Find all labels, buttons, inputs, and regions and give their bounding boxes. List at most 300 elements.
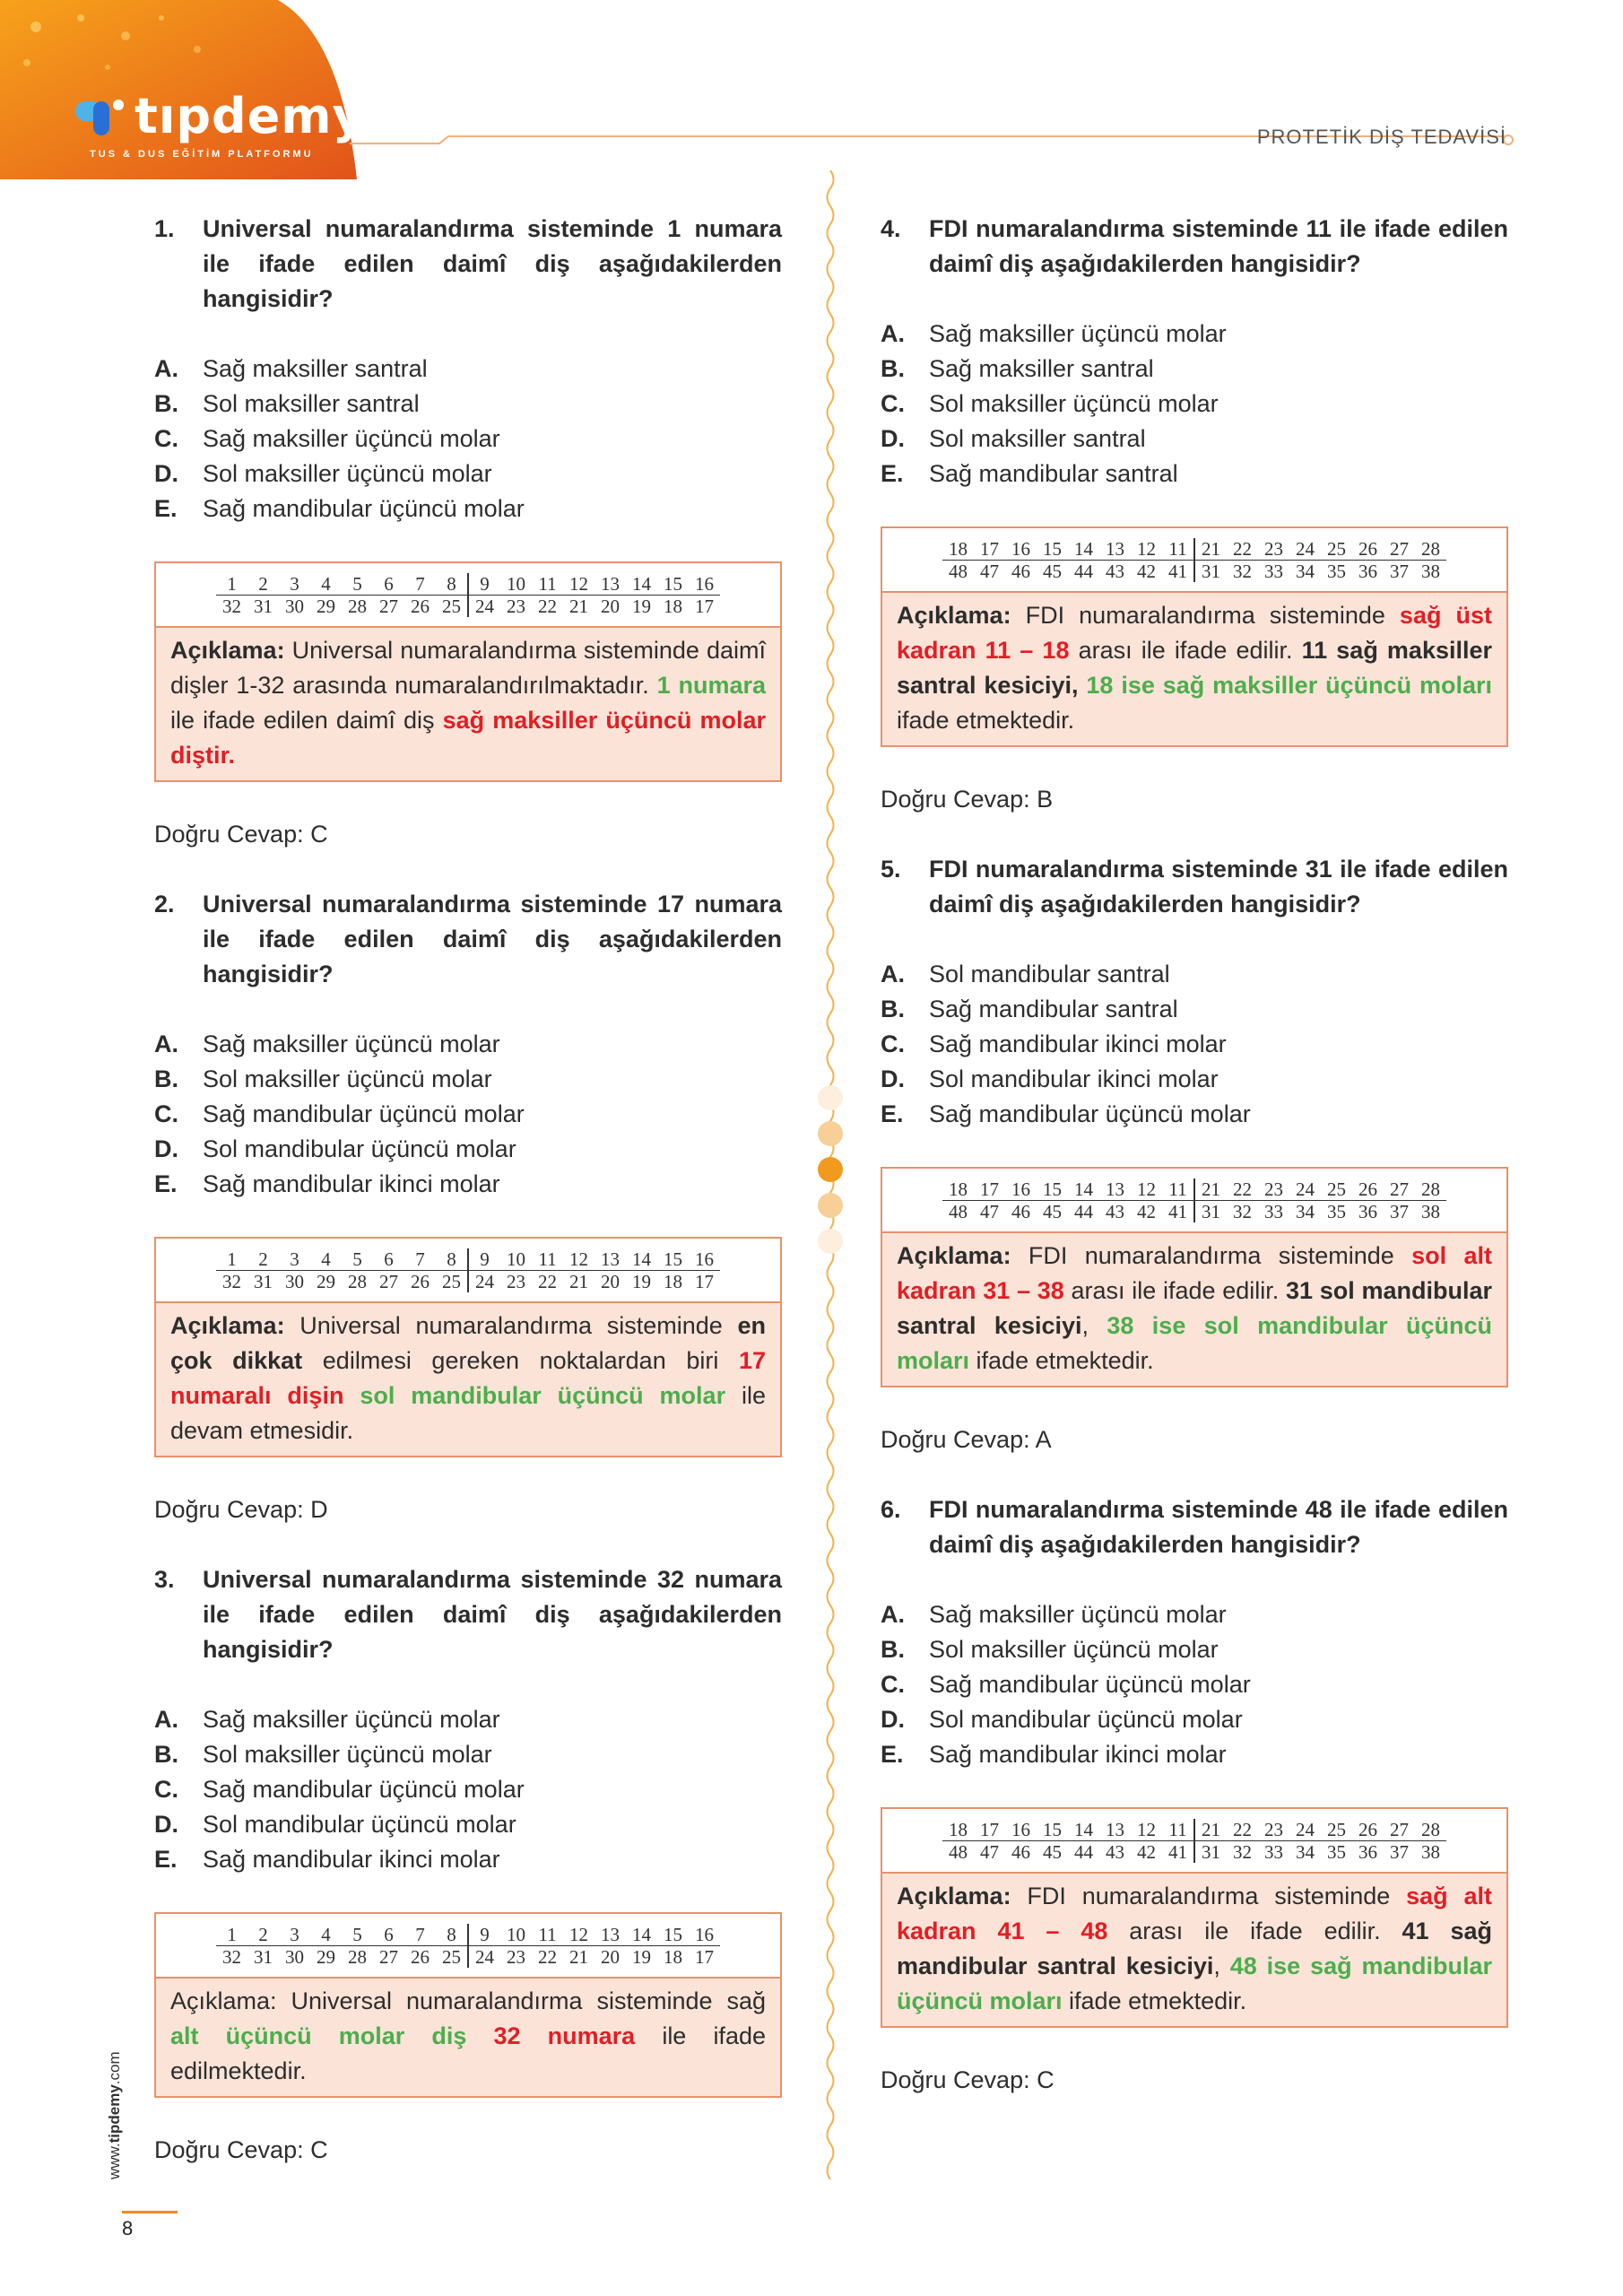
tooth-number: 10 (507, 572, 525, 595)
option-d[interactable] (881, 1702, 1508, 1737)
tooth-number: 19 (632, 1270, 651, 1292)
left-column (154, 212, 782, 2168)
options (154, 352, 782, 526)
tooth-number: 14 (1074, 1178, 1093, 1200)
tooth-number: 35 (1327, 1200, 1346, 1222)
tooth-number: 11 (1168, 1818, 1187, 1840)
tooth-number: 45 (1043, 560, 1062, 582)
option-text: Sağ maksiller santral (929, 355, 1154, 382)
tooth-chart (882, 1809, 1506, 1874)
option-d[interactable] (154, 1807, 782, 1842)
tooth-number: 20 (601, 1270, 620, 1292)
explanation-text: Açıklama: FDI numaralandırma sisteminde sağ üst kadran 11 – 18 arası ile ifade edilir. 11 sağ maksiller santral kesiciyi, 18 ise sağ maksiller üçüncü moları ifade etmektedir. (882, 593, 1506, 745)
tooth-chart-row-bottom (942, 1201, 1446, 1222)
tooth-chart-row-bottom (942, 1841, 1446, 1863)
tooth-number: 22 (1233, 1178, 1252, 1200)
tooth-chart-row-bottom (216, 596, 720, 617)
tooth-number: 18 (664, 1945, 682, 1968)
tooth-number: 25 (1327, 537, 1346, 560)
option-b[interactable] (154, 387, 782, 422)
tooth-number: 23 (1264, 1818, 1283, 1840)
tooth-number: 24 (1296, 1178, 1315, 1200)
option-letter: A. (154, 1706, 178, 1733)
tooth-number: 17 (695, 1270, 714, 1292)
option-letter: D. (154, 460, 178, 487)
correct-answer: Doğru Cevap: D (154, 1496, 328, 1523)
dot (818, 1229, 843, 1254)
question-number: 1. (154, 215, 175, 242)
option-a[interactable] (881, 1597, 1508, 1632)
option-text: Sağ maksiller üçüncü molar (203, 425, 500, 452)
tooth-number: 27 (1390, 1818, 1409, 1840)
tooth-number: 24 (1296, 1818, 1315, 1840)
tooth-number: 17 (980, 1178, 999, 1200)
tooth-number: 9 (467, 573, 500, 595)
question-2 (154, 887, 782, 1527)
tooth-number: 47 (980, 1200, 999, 1222)
tooth-number: 25 (442, 595, 461, 617)
tooth-number: 25 (442, 1945, 461, 1968)
question-text: FDI numaralandırma sisteminde 48 ile ifade edilen daimî diş aşağıdakilerden hangisidir? (929, 1496, 1508, 1558)
tooth-number: 32 (1233, 1840, 1252, 1863)
tooth-number: 36 (1358, 1840, 1377, 1863)
tooth-number: 20 (601, 595, 620, 617)
tooth-number: 5 (352, 1248, 362, 1270)
tooth-number: 41 (1168, 1840, 1187, 1863)
tooth-number: 42 (1137, 560, 1156, 582)
tooth-number: 1 (227, 1248, 237, 1270)
option-text: Sağ maksiller üçüncü molar (203, 1706, 500, 1733)
tooth-number: 21 (1193, 1178, 1227, 1200)
dot (818, 1193, 843, 1218)
tooth-number: 8 (447, 1248, 456, 1270)
page-number-rule (122, 2211, 178, 2213)
tooth-number: 28 (348, 1945, 367, 1968)
tooth-number: 33 (1264, 1840, 1283, 1863)
option-e[interactable] (881, 1097, 1508, 1132)
tooth-number: 14 (1074, 537, 1093, 560)
tooth-chart-row-top (942, 538, 1446, 561)
question-4 (881, 212, 1508, 817)
explanation-text: Açıklama: Universal numaralandırma sisteminde en çok dikkat edilmesi gereken noktalardan biri 17 numaralı dişin sol mandibular üçüncü molar ile devam etmesidir. (156, 1303, 780, 1456)
option-letter: B. (881, 1636, 905, 1663)
option-text: Sol mandibular üçüncü molar (929, 1706, 1243, 1733)
dot (818, 1085, 843, 1110)
tooth-number: 4 (321, 572, 331, 595)
tooth-number: 4 (321, 1248, 331, 1270)
tooth-number: 44 (1074, 1840, 1093, 1863)
explanation-box (154, 561, 782, 782)
tooth-number: 24 (467, 1271, 500, 1292)
tooth-number: 23 (507, 595, 525, 617)
option-b[interactable] (881, 992, 1508, 1027)
correct-answer: Doğru Cevap: C (154, 2136, 328, 2163)
option-d[interactable] (154, 1132, 782, 1167)
tooth-number: 23 (507, 1270, 525, 1292)
tooth-chart-row-bottom (216, 1271, 720, 1292)
option-d[interactable] (154, 457, 782, 491)
tooth-chart-row-top (216, 1248, 720, 1271)
tooth-number: 38 (1421, 560, 1440, 582)
tooth-number: 3 (290, 1248, 299, 1270)
explanation-box (881, 526, 1508, 747)
tooth-number: 8 (447, 1923, 456, 1945)
option-b[interactable] (881, 1632, 1508, 1667)
tooth-number: 42 (1137, 1200, 1156, 1222)
option-e[interactable] (154, 1167, 782, 1202)
option-letter: D. (881, 425, 905, 452)
tooth-number: 22 (1233, 1818, 1252, 1840)
tooth-number: 47 (980, 1840, 999, 1863)
tooth-number: 38 (1421, 1200, 1440, 1222)
tooth-number: 34 (1296, 1200, 1315, 1222)
option-text: Sol mandibular üçüncü molar (203, 1811, 516, 1838)
option-text: Sağ mandibular üçüncü molar (203, 1100, 525, 1127)
logo-icon (75, 94, 126, 139)
tooth-number: 15 (1043, 537, 1062, 560)
tooth-number: 15 (664, 1923, 682, 1945)
option-letter: D. (881, 1065, 905, 1092)
question-3 (154, 1562, 782, 2168)
tooth-number: 7 (415, 572, 425, 595)
option-text: Sağ mandibular üçüncü molar (203, 495, 525, 522)
option-text: Sağ mandibular ikinci molar (203, 1846, 500, 1873)
logo-subtitle: TUS & DUS EĞİTİM PLATFORMU (90, 149, 314, 160)
options (881, 317, 1508, 491)
tooth-number: 10 (507, 1923, 525, 1945)
tooth-number: 37 (1390, 560, 1409, 582)
option-b[interactable] (881, 352, 1508, 387)
tooth-chart-row-top (216, 573, 720, 596)
option-text: Sağ mandibular üçüncü molar (929, 1100, 1251, 1127)
tooth-number: 25 (442, 1270, 461, 1292)
question-number: 4. (881, 215, 901, 242)
option-letter: A. (881, 320, 905, 347)
option-b[interactable] (154, 1062, 782, 1097)
tooth-number: 36 (1358, 1200, 1377, 1222)
tooth-number: 46 (1011, 1840, 1030, 1863)
option-text: Sol maksiller üçüncü molar (929, 390, 1219, 417)
correct-answer: Doğru Cevap: C (881, 2066, 1055, 2093)
option-c[interactable] (881, 1027, 1508, 1062)
tooth-number: 13 (1106, 1178, 1124, 1200)
option-c[interactable] (881, 387, 1508, 422)
logo-wordmark: tıpdemy (135, 88, 365, 144)
tooth-number: 32 (1233, 1200, 1252, 1222)
tooth-number: 12 (569, 1248, 588, 1270)
tooth-number: 41 (1168, 1200, 1187, 1222)
option-b[interactable] (154, 1737, 782, 1772)
tooth-number: 44 (1074, 560, 1093, 582)
option-text: Sol maksiller üçüncü molar (929, 1636, 1219, 1663)
tooth-number: 6 (384, 572, 394, 595)
explanation-box (881, 1807, 1508, 2028)
tooth-number: 32 (222, 595, 241, 617)
question-text: FDI numaralandırma sisteminde 31 ile ifade edilen daimî diş aşağıdakilerden hangisidir? (929, 856, 1508, 918)
tooth-number: 9 (467, 1924, 500, 1945)
tooth-number: 27 (379, 1270, 398, 1292)
tooth-number: 14 (632, 1923, 651, 1945)
option-c[interactable] (154, 422, 782, 457)
option-letter: C. (154, 425, 178, 452)
tooth-chart-row-top (942, 1178, 1446, 1201)
option-e[interactable] (881, 1737, 1508, 1772)
question-6 (881, 1492, 1508, 2098)
explanation-text: Açıklama: FDI numaralandırma sisteminde sol alt kadran 31 – 38 arası ile ifade edilir. 31 sol mandibular santral kesiciyi, 38 ise sol mandibular üçüncü moları ifade etmektedir. (882, 1233, 1506, 1386)
tooth-number: 11 (1168, 537, 1187, 560)
option-a[interactable] (881, 317, 1508, 352)
url-prefix: www. (106, 2143, 123, 2179)
tooth-number: 12 (569, 572, 588, 595)
section-title: PROTETİK DİŞ TEDAVİSİ (1256, 126, 1506, 148)
tooth-chart-row-top (216, 1924, 720, 1946)
tooth-number: 46 (1011, 1200, 1030, 1222)
tooth-number: 16 (695, 1248, 714, 1270)
tooth-number: 31 (1193, 1841, 1227, 1863)
tooth-number: 27 (379, 1945, 398, 1968)
correct-answer: Doğru Cevap: C (154, 821, 328, 848)
tooth-number: 6 (384, 1248, 394, 1270)
tooth-number: 3 (290, 1923, 299, 1945)
tooth-number: 12 (1137, 1818, 1156, 1840)
tooth-number: 23 (1264, 1178, 1283, 1200)
tooth-number: 18 (949, 537, 968, 560)
option-text: Sol maksiller santral (929, 425, 1146, 452)
option-text: Sol mandibular üçüncü molar (203, 1135, 516, 1162)
right-column (881, 212, 1508, 2098)
tooth-number: 26 (1358, 1818, 1377, 1840)
tooth-number: 28 (1421, 1818, 1440, 1840)
tooth-number: 14 (632, 572, 651, 595)
tooth-number: 34 (1296, 1840, 1315, 1863)
option-text: Sağ mandibular ikinci molar (929, 1741, 1227, 1768)
option-a[interactable] (154, 1702, 782, 1737)
tooth-number: 17 (695, 1945, 714, 1968)
tooth-number: 37 (1390, 1200, 1409, 1222)
tooth-number: 11 (538, 1248, 557, 1270)
tooth-number: 37 (1390, 1840, 1409, 1863)
tooth-number: 32 (222, 1270, 241, 1292)
tooth-number: 45 (1043, 1200, 1062, 1222)
tooth-number: 15 (664, 572, 682, 595)
tooth-number: 45 (1043, 1840, 1062, 1863)
tooth-number: 1 (227, 572, 237, 595)
tooth-number: 21 (569, 1270, 588, 1292)
tooth-number: 8 (447, 572, 456, 595)
tipdemy-logo (75, 88, 365, 144)
option-text: Sağ mandibular üçüncü molar (929, 1671, 1251, 1698)
option-letter: B. (154, 1065, 178, 1092)
tooth-number: 30 (285, 1270, 304, 1292)
tooth-number: 21 (1193, 538, 1227, 560)
option-e[interactable] (154, 1842, 782, 1877)
question-text: Universal numaralandırma sisteminde 1 numara ile ifade edilen daimî diş aşağıdakilerden hangisidir? (203, 215, 782, 312)
tooth-number: 25 (1327, 1818, 1346, 1840)
option-letter: E. (154, 495, 178, 522)
tooth-number: 34 (1296, 560, 1315, 582)
option-letter: B. (154, 390, 178, 417)
tooth-number: 13 (601, 1923, 620, 1945)
option-letter: E. (881, 460, 904, 487)
tooth-number: 42 (1137, 1840, 1156, 1863)
tooth-chart (156, 563, 780, 628)
explanation-text: Açıklama: Universal numaralandırma sisteminde sağ alt üçüncü molar diş 32 numara ile ifade edilmektedir. (156, 1979, 780, 2096)
option-text: Sağ maksiller santral (203, 355, 428, 382)
option-letter: C. (154, 1100, 178, 1127)
tooth-number: 27 (1390, 1178, 1409, 1200)
tooth-number: 28 (1421, 1178, 1440, 1200)
option-text: Sol maksiller üçüncü molar (203, 460, 492, 487)
tooth-number: 11 (1168, 1178, 1187, 1200)
option-c[interactable] (881, 1667, 1508, 1702)
tooth-number: 13 (601, 572, 620, 595)
tooth-number: 17 (695, 595, 714, 617)
tooth-number: 31 (254, 1945, 273, 1968)
tooth-number: 28 (348, 595, 367, 617)
option-text: Sağ mandibular ikinci molar (203, 1170, 500, 1197)
option-letter: C. (881, 390, 905, 417)
question-text: Universal numaralandırma sisteminde 17 numara ile ifade edilen daimî diş aşağıdakilerden hangisidir? (203, 891, 782, 987)
tooth-number: 46 (1011, 560, 1030, 582)
tooth-number: 29 (317, 1945, 335, 1968)
tooth-number: 1 (227, 1923, 237, 1945)
tooth-number: 26 (1358, 537, 1377, 560)
tooth-number: 5 (352, 572, 362, 595)
tooth-number: 30 (285, 595, 304, 617)
tooth-number: 44 (1074, 1200, 1093, 1222)
tooth-number: 21 (569, 1945, 588, 1968)
tooth-number: 23 (507, 1945, 525, 1968)
option-letter: A. (881, 961, 905, 987)
tooth-number: 24 (1296, 537, 1315, 560)
tooth-number: 12 (1137, 537, 1156, 560)
option-e[interactable] (881, 457, 1508, 491)
tooth-number: 2 (258, 1248, 268, 1270)
option-e[interactable] (154, 491, 782, 526)
options (881, 957, 1508, 1132)
option-letter: D. (154, 1811, 178, 1838)
tooth-number: 19 (632, 1945, 651, 1968)
option-d[interactable] (881, 422, 1508, 457)
tooth-number: 26 (411, 1270, 430, 1292)
option-text: Sol maksiller üçüncü molar (203, 1741, 492, 1768)
option-letter: B. (881, 996, 905, 1022)
tooth-number: 32 (1233, 560, 1252, 582)
divider-dots (818, 1085, 843, 1265)
website-url[interactable] (106, 2051, 124, 2179)
tooth-number: 7 (415, 1923, 425, 1945)
tooth-number: 12 (1137, 1178, 1156, 1200)
tooth-number: 22 (538, 1270, 557, 1292)
option-letter: B. (154, 1741, 178, 1768)
option-text: Sağ maksiller üçüncü molar (929, 1601, 1227, 1628)
option-text: Sol maksiller santral (203, 390, 420, 417)
tooth-number: 11 (538, 572, 557, 595)
option-letter: E. (881, 1100, 904, 1127)
option-letter: A. (881, 1601, 905, 1628)
tooth-chart (882, 528, 1506, 593)
tooth-number: 27 (379, 595, 398, 617)
tooth-number: 17 (980, 537, 999, 560)
tooth-number: 18 (949, 1818, 968, 1840)
option-text: Sağ mandibular ikinci molar (929, 1031, 1227, 1057)
question-text: FDI numaralandırma sisteminde 11 ile ifade edilen daimî diş aşağıdakilerden hangisidir? (929, 215, 1508, 277)
tooth-number: 2 (258, 572, 268, 595)
question-1 (154, 212, 782, 852)
explanation-text: Açıklama: Universal numaralandırma sisteminde daimî dişler 1-32 arasında numaralandırılmaktadır. 1 numara ile ifade edilen daimî diş sağ maksiller üçüncü molar diştir. (156, 628, 780, 780)
tooth-number: 26 (1358, 1178, 1377, 1200)
option-c[interactable] (154, 1097, 782, 1132)
option-a[interactable] (154, 1027, 782, 1062)
option-a[interactable] (881, 957, 1508, 992)
tooth-number: 24 (467, 1946, 500, 1968)
option-text: Sol mandibular ikinci molar (929, 1065, 1219, 1092)
tooth-number: 28 (1421, 537, 1440, 560)
tooth-number: 19 (632, 595, 651, 617)
tooth-number: 17 (980, 1818, 999, 1840)
tooth-number: 33 (1264, 560, 1283, 582)
question-number: 6. (881, 1496, 901, 1523)
question-number: 2. (154, 891, 175, 918)
tooth-chart (156, 1914, 780, 1979)
tooth-number: 4 (321, 1923, 331, 1945)
tooth-number: 31 (254, 595, 273, 617)
question-number: 3. (154, 1566, 175, 1593)
tooth-number: 47 (980, 560, 999, 582)
option-letter: E. (881, 1741, 904, 1768)
tooth-chart-row-bottom (942, 561, 1446, 582)
tooth-number: 9 (467, 1248, 500, 1270)
tooth-number: 20 (601, 1945, 620, 1968)
tooth-number: 24 (467, 596, 500, 617)
tooth-number: 21 (569, 595, 588, 617)
tooth-number: 41 (1168, 560, 1187, 582)
question-5 (881, 852, 1508, 1457)
tooth-number: 31 (254, 1270, 273, 1292)
question-number: 5. (881, 856, 901, 883)
tooth-number: 36 (1358, 560, 1377, 582)
options (154, 1027, 782, 1202)
dot (818, 1157, 843, 1182)
tooth-number: 43 (1106, 1840, 1124, 1863)
explanation-box (154, 1912, 782, 2098)
tooth-number: 32 (222, 1945, 241, 1968)
option-a[interactable] (154, 352, 782, 387)
tooth-number: 15 (1043, 1178, 1062, 1200)
option-c[interactable] (154, 1772, 782, 1807)
correct-answer: Doğru Cevap: B (881, 786, 1054, 813)
option-letter: E. (154, 1170, 178, 1197)
option-letter: C. (881, 1031, 905, 1057)
tooth-number: 16 (1011, 1178, 1030, 1200)
tooth-number: 16 (695, 1923, 714, 1945)
tooth-number: 26 (411, 1945, 430, 1968)
tooth-number: 27 (1390, 537, 1409, 560)
tooth-number: 16 (695, 572, 714, 595)
tooth-number: 48 (949, 560, 968, 582)
tooth-number: 14 (1074, 1818, 1093, 1840)
option-text: Sol mandibular santral (929, 961, 1170, 987)
tooth-number: 31 (1193, 1201, 1227, 1222)
option-d[interactable] (881, 1062, 1508, 1097)
tooth-number: 21 (1193, 1819, 1227, 1840)
tooth-number: 43 (1106, 1200, 1124, 1222)
tooth-number: 26 (411, 595, 430, 617)
tooth-chart-row-top (942, 1819, 1446, 1841)
tooth-number: 2 (258, 1923, 268, 1945)
explanation-box (881, 1167, 1508, 1387)
tooth-number: 15 (1043, 1818, 1062, 1840)
